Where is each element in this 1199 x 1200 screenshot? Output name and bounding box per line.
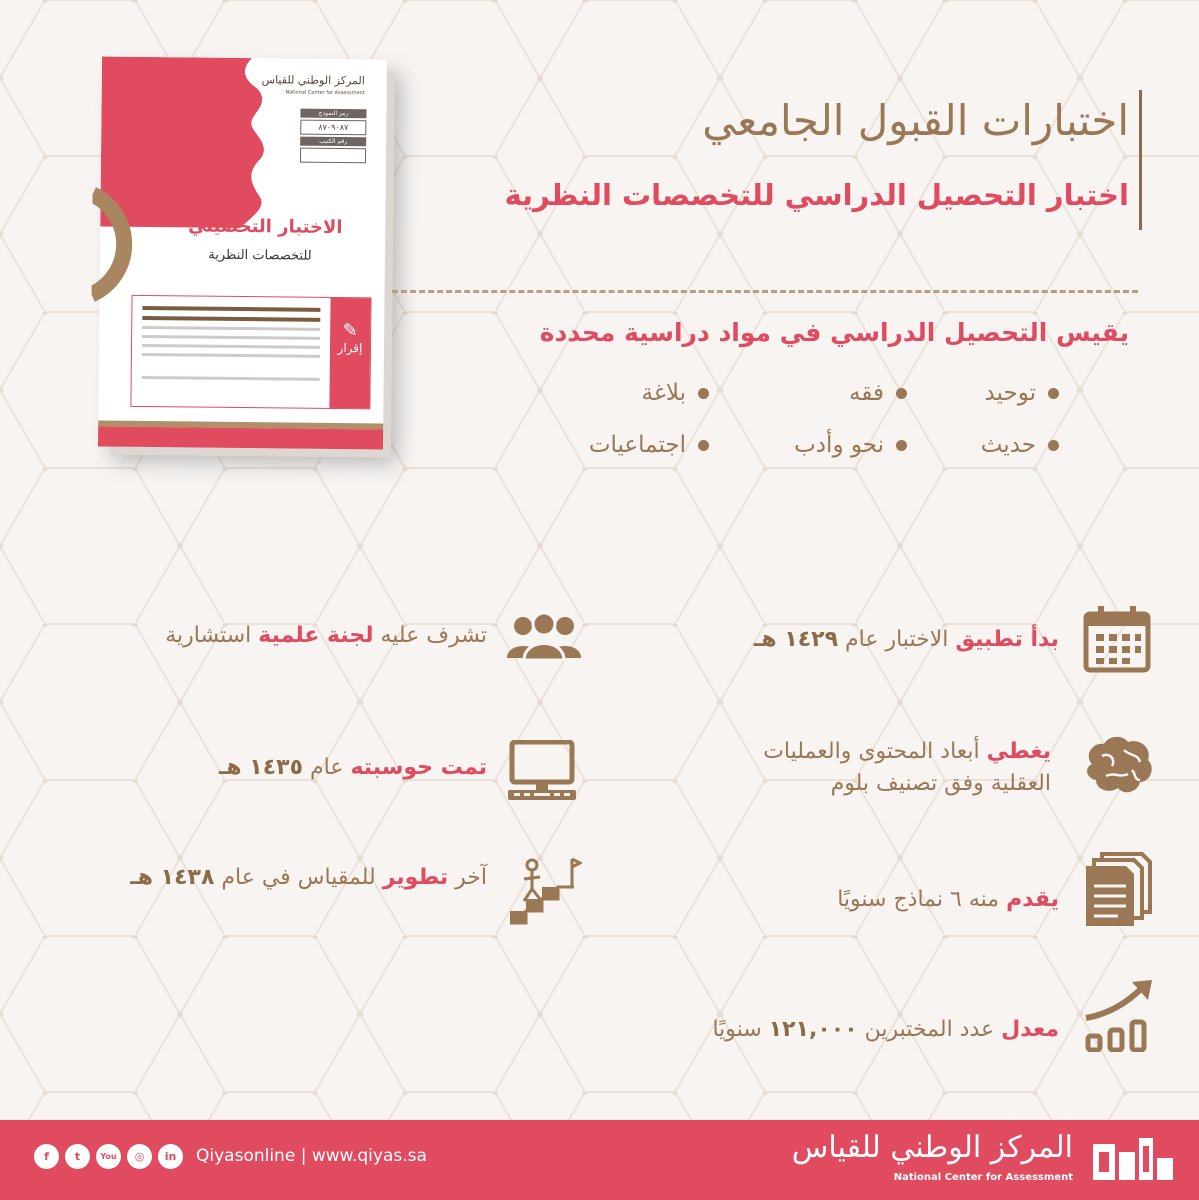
test-booklet-cover xyxy=(98,57,387,450)
code-label: رمز النموذج xyxy=(300,109,366,119)
fact-rate: معدل عدد المختبرين ١٢١,٠٠٠ سنويًا xyxy=(712,1017,1059,1042)
footer-handle[interactable]: Qiyasonline | www.qiyas.sa xyxy=(196,1146,427,1166)
code-value: ٨٧٠٩٠٨٧ xyxy=(300,120,366,136)
subject-item: اجتماعيات xyxy=(589,432,709,458)
booklet-number-value xyxy=(300,148,366,164)
subject-item: توحيد xyxy=(984,380,1059,406)
fact-bloom: يغطي أبعاد المحتوى والعمليات العقلية وفق تصنيف بلوم xyxy=(763,739,1051,796)
booklet-number-label: رقم الكتيب xyxy=(300,137,366,147)
linkedin-icon[interactable]: in xyxy=(158,1144,183,1169)
stairs-climber-icon xyxy=(506,855,582,927)
bullet-icon xyxy=(896,440,907,451)
youtube-icon[interactable]: You xyxy=(96,1144,121,1169)
instagram-icon[interactable]: ◎ xyxy=(127,1144,152,1169)
subject-item: فقه xyxy=(849,380,907,406)
facebook-icon[interactable]: f xyxy=(34,1144,59,1169)
booklet-code-box xyxy=(300,109,367,166)
people-group-icon xyxy=(507,612,581,662)
bullet-icon xyxy=(698,388,709,399)
pledge-box xyxy=(130,295,371,410)
title-accent-bar xyxy=(1139,90,1142,230)
footer-logo-english: National Center for Assessment xyxy=(893,1172,1073,1183)
bullet-icon xyxy=(1048,440,1059,451)
subject-item: بلاغة xyxy=(642,380,709,406)
fact-committee: تشرف عليه لجنة علمية استشارية xyxy=(165,623,487,648)
footer-logo-arabic: المركز الوطني للقياس xyxy=(791,1130,1073,1165)
booklet-title: الاختبار التحصيلي xyxy=(187,215,343,239)
brain-icon xyxy=(1082,734,1156,800)
page-title: اختبارات القبول الجامعي xyxy=(702,96,1129,145)
fact-development: آخر تطوير للمقياس في عام ١٤٣٨ هـ xyxy=(130,865,487,890)
booklet-logo: المركز الوطني للقياس National Center for Assessment xyxy=(261,73,365,97)
qiyas-logo-icon xyxy=(1093,1134,1173,1186)
calendar-icon xyxy=(1082,604,1152,674)
footer-logo xyxy=(791,1128,1173,1192)
fact-computerized: تمت حوسبته عام ١٤٣٥ هـ xyxy=(218,755,487,780)
subject-item: نحو وأدب xyxy=(794,432,907,458)
twitter-icon[interactable]: t xyxy=(65,1144,90,1169)
booklet-subtitle: للتخصصات النظرية xyxy=(208,247,312,264)
bullet-icon xyxy=(698,440,709,451)
pledge-strip: ✎ إقرار xyxy=(329,298,370,408)
subject-item: حديث xyxy=(981,432,1059,458)
page-subtitle: اختبار التحصيل الدراسي للتخصصات النظرية xyxy=(504,178,1129,212)
bullet-icon xyxy=(896,388,907,399)
booklet-seal xyxy=(91,184,152,305)
social-links xyxy=(34,1144,183,1169)
footer-bar xyxy=(0,1120,1199,1200)
fact-start-year: بدأ تطبيق الاختبار عام ١٤٢٩ هـ xyxy=(753,627,1059,652)
fact-forms: يقدم منه ٦ نماذج سنويًا xyxy=(837,887,1059,912)
bullet-icon xyxy=(1048,388,1059,399)
dashed-divider xyxy=(392,290,1138,293)
growth-chart-icon xyxy=(1082,978,1156,1052)
documents-icon xyxy=(1084,852,1154,928)
pen-icon: ✎ xyxy=(342,320,358,342)
subjects-heading: يقيس التحصيل الدراسي في مواد دراسية محددة xyxy=(539,318,1129,347)
computer-icon xyxy=(506,740,578,802)
